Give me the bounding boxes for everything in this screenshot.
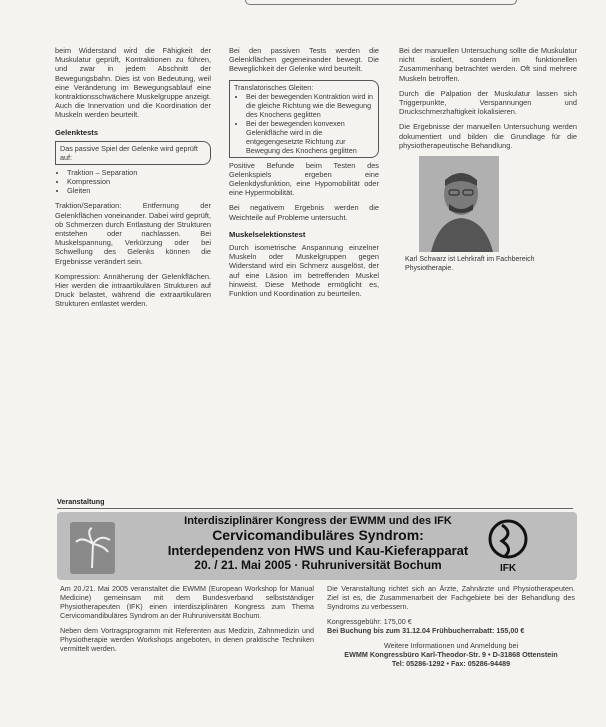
list-item: • Kompression <box>67 177 211 186</box>
paragraph: Die Veranstaltung richtet sich an Ärzte, Zahnärzte und Physiotherapeuten. Ziel ist es, die Zusammenarbeit der Fachgebiete bei der Behandlung des Syndroms zu verbessern. <box>327 584 575 611</box>
title-line-3: Interdependenz von HWS und Kau-Kieferapparat <box>167 543 469 558</box>
author-photo <box>419 156 499 252</box>
paragraph: Neben dem Vortragsprogramm mit Referenten aus Medizin, Zahnmedizin und Physiotherapie werden Workshops angeboten, in denen praktische Techniken vermittelt werden. <box>60 626 314 653</box>
title-line-1: Interdisziplinärer Kongress der EWMM und des IFK <box>184 515 452 527</box>
paragraph: Traktion/Separation: Entfernung der Gelenkflächen voneinander. Dabei wird geprüft, ob Schmerzen durch Entlastung der Strukturen entstehen oder nachlassen. Bei Muskelspannung, Verkürzung oder bei Schwellung des Gelenks können die Ergebnisse verändert sein. <box>55 201 211 266</box>
paragraph: Durch isometrische Anspannung einzelner Muskeln oder Muskelgruppen gegen Widerstand wird ein Schmerz ausgelöst, der auf eine Läsion im betreffenden Muskel hinweist. Diese Methode ermöglicht es, Funktion und Koordination zu beurteilen. <box>229 243 379 299</box>
ifk-emblem-icon <box>486 517 530 575</box>
announcement-label: Veranstaltung <box>57 497 105 506</box>
paragraph: Bei negativem Ergebnis werden die Weichteile auf Probleme untersucht. <box>229 203 379 222</box>
contact-address: EWMM Kongressbüro Karl-Theodor-Str. 9 • D-31868 Ottenstein <box>344 650 558 659</box>
info-box <box>229 80 379 158</box>
early-bird-line: Bei Buchung bis zum 31.12.04 Frühbucherrabatt: 155,00 € <box>327 626 525 635</box>
ifk-logo-text: IFK <box>499 563 517 574</box>
paragraph: Positive Befunde beim Testen des Gelenkspiels ergeben eine Gelenkdysfunktion, eine Hypomobilität oder eine Hypermobilität. <box>229 160 379 198</box>
paragraph: Kompression: Annäherung der Gelenkflächen. Hier werden die intraartikulären Strukturen auf Druck belastet, während die extraartikulären Strukturen entlastet werden. <box>55 271 211 309</box>
box-title: Translatorisches Gleiten: <box>234 82 314 92</box>
paragraph: Bei der manuellen Untersuchung sollte die Muskulatur nicht isoliert, sondern im funktionellen Zusammenhang betrachtet werden. Oft sind mehrere Muskeln betroffen. <box>399 46 577 83</box>
text-column-2 <box>229 46 379 304</box>
fee-line: Kongressgebühr: 175,00 € <box>327 617 412 626</box>
ifk-logo <box>486 517 530 575</box>
announcement-column-left <box>60 584 314 659</box>
text-column-1 <box>55 46 211 315</box>
top-frame-rule <box>245 0 517 5</box>
list-item: • Bei der bewegenden konvexen Gelenkfläche wird in die entgegengesetzte Richtung zur Bewegung des Knochens geglitten <box>246 119 374 155</box>
announcement-column-right <box>327 584 575 668</box>
section-heading-gelenktests: Gelenktests <box>55 127 99 137</box>
paragraph: Am 20./21. Mai 2005 veranstaltet die EWMM (European Workshop for Manual Medicine) gemeinsam mit dem Bundesverband selbstständiger Physiotherapeuten (IFK) einen interdisziplinären Kongress zum Thema Cervicomandibuläres Syndrom an der Ruhruniversität Bochum. <box>60 584 314 620</box>
portrait-icon <box>419 156 499 252</box>
bullet-list <box>55 168 211 196</box>
divider <box>57 508 573 509</box>
contact-line: Weitere Informationen und Anmeldung bei <box>383 641 519 650</box>
title-line-4: 20. / 21. Mai 2005 · Ruhruniversität Bochum <box>194 558 442 572</box>
list-item: • Bei der bewegenden Kontraktion wird in die gleiche Richtung wie die Bewegung des Knochens geglitten <box>246 92 374 119</box>
palm-tree-icon <box>70 522 115 574</box>
paragraph: Bei den passiven Tests werden die Gelenkflächen gegeneinander bewegt. Die Beweglichkeit der Gelenke wird beurteilt. <box>229 46 379 74</box>
list-item: • Gleiten <box>67 186 211 195</box>
paragraph: beim Widerstand wird die Fähigkeit der Muskulatur geprüft, Kontraktionen zu führen, und zwar in jedem Abschnitt der Bewegungsbahn. Dies ist von Bedeutung, weil eine Veränderung im Bewegungsablauf eine kontraktionsschwächere Muskelgruppe anzeigt. Auch die Innervation und die Koordination der Muskeln werden beurteilt. <box>55 46 211 120</box>
section-heading-muskelselektionstest: Muskelselektionstest <box>229 229 306 239</box>
contact-phone: Tel: 05286-1292 • Fax: 05286-94489 <box>391 659 511 668</box>
announcement-title <box>118 515 518 572</box>
paragraph: Durch die Palpation der Muskulatur lassen sich Triggerpunkte, Verspannungen und Druckschmerzhaftigkeit lokalisieren. <box>399 88 577 117</box>
ewmm-logo <box>70 522 115 574</box>
photo-caption: Karl Schwarz ist Lehrkraft im Fachbereich Physiotherapie. <box>405 256 535 272</box>
paragraph: Die Ergebnisse der manuellen Untersuchung werden dokumentiert und bilden die Grundlage für die physiotherapeutische Behandlung. <box>399 122 577 150</box>
list-item: • Traktion – Separation <box>67 168 211 177</box>
info-box: Das passive Spiel der Gelenke wird geprüft auf: <box>55 141 211 165</box>
bullet-list <box>234 92 374 155</box>
text-column-3 <box>399 46 577 273</box>
title-line-2: Cervicomandibuläres Syndrom: <box>212 527 424 543</box>
